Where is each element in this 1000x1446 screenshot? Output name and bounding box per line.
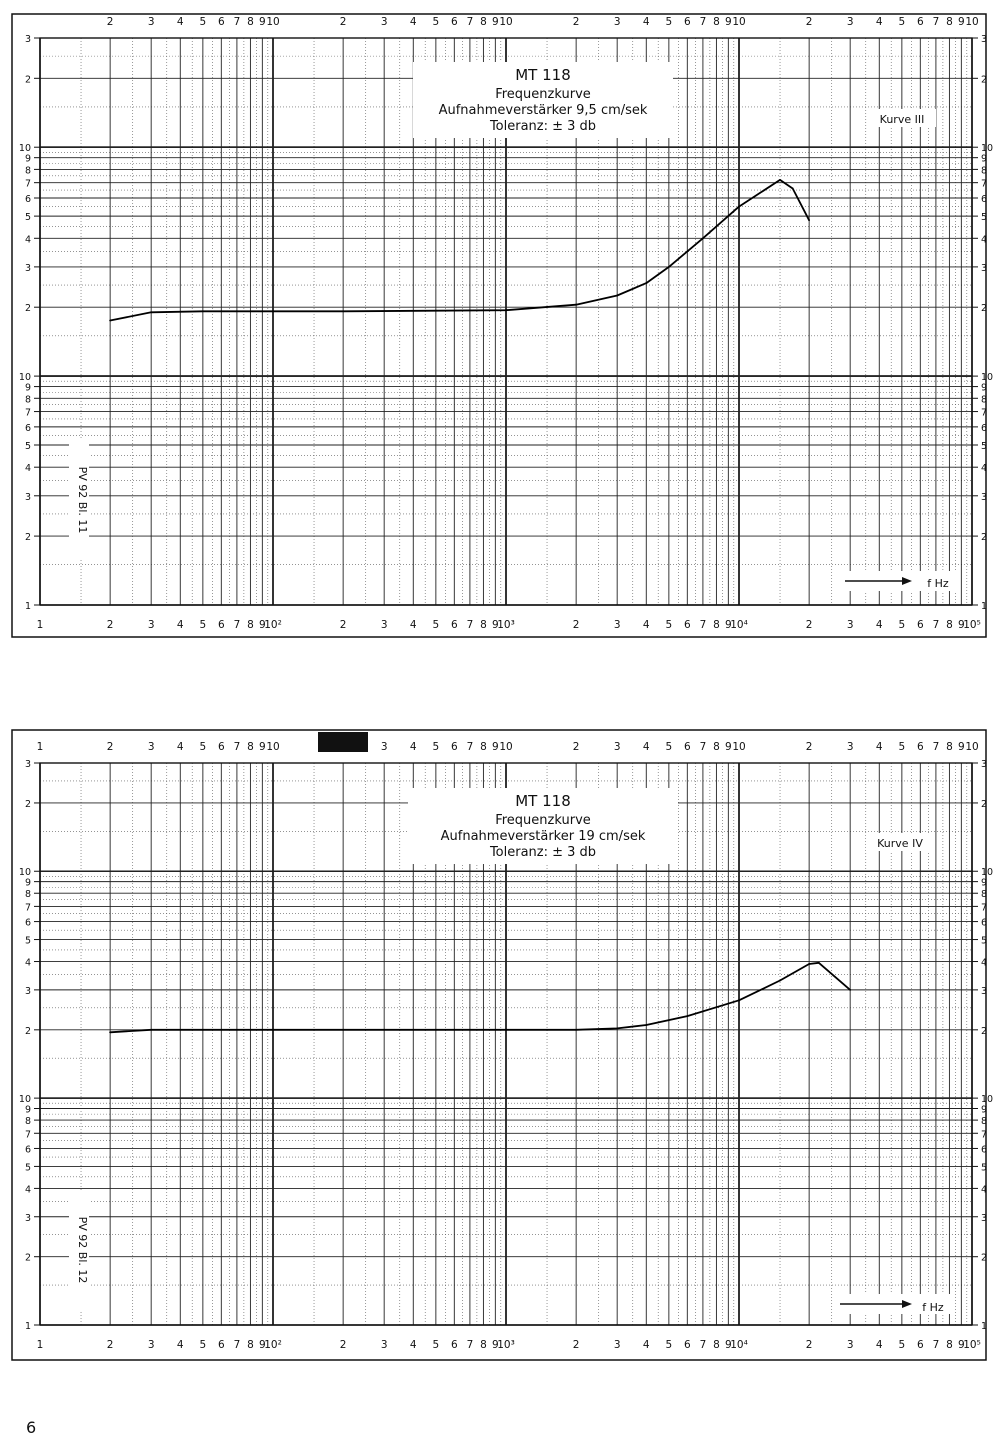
x-tick-label-top: 9	[957, 741, 965, 753]
title-line-2: Frequenzkurve	[495, 87, 591, 102]
y-tick-label-left: 8	[24, 394, 31, 406]
data-point	[109, 1031, 111, 1033]
x-tick-label-top: 2	[106, 16, 114, 28]
x-tick-label-top: 6	[916, 741, 924, 753]
y-tick-label-left: 2	[24, 532, 31, 544]
data-point	[808, 219, 810, 221]
curve-label: Kurve III	[879, 113, 925, 126]
y-tick-label-right: 6	[981, 917, 988, 929]
y-tick-label-left: 3	[24, 34, 31, 45]
y-tick-label-right: 1	[981, 1321, 988, 1332]
x-tick-label-top: 6	[450, 16, 458, 28]
x-tick-label-top: 7	[699, 16, 707, 28]
y-tick-label-left: 6	[24, 422, 31, 434]
data-point	[645, 282, 647, 284]
x-tick-label-bottom: 8	[946, 1339, 953, 1351]
y-tick-label-right: 7	[981, 1129, 988, 1141]
x-tick-label-top: 5	[432, 16, 440, 28]
y-tick-label-right: 9	[981, 153, 988, 165]
x-tick-label-bottom: 10²	[264, 1339, 282, 1351]
data-point	[616, 1028, 618, 1030]
x-tick-label-bottom: 2	[106, 619, 114, 631]
x-tick-label-bottom: 5	[665, 619, 673, 631]
y-tick-label-left: 8	[24, 1116, 31, 1128]
x-tick-label-top: 4	[642, 741, 650, 753]
x-tick-label-top: 10	[732, 741, 746, 753]
x-tick-label-bottom: 3	[147, 1339, 155, 1351]
x-tick-label-bottom: 1	[36, 1339, 44, 1351]
x-tick-label-bottom: 7	[233, 619, 241, 631]
x-tick-label-top: 4	[409, 16, 417, 28]
y-tick-label-left: 6	[24, 1144, 31, 1156]
y-tick-label-right: 5	[981, 441, 988, 453]
x-tick-label-top: 1	[36, 741, 44, 753]
side-label: PV 92 Bl. 12	[76, 1216, 89, 1284]
y-tick-label-right: 9	[981, 877, 988, 889]
x-tick-label-bottom: 6	[217, 619, 225, 631]
x-tick-label-top: 6	[217, 741, 225, 753]
y-tick-label-right: 5	[981, 935, 988, 947]
y-tick-label-left: 9	[24, 1104, 31, 1116]
y-tick-label-right: 4	[981, 1184, 988, 1196]
x-tick-label-top: 4	[409, 741, 417, 753]
y-tick-label-right: 10	[981, 372, 994, 384]
x-tick-label-top: 9	[258, 741, 266, 753]
y-tick-label-right: 3	[981, 34, 988, 45]
x-tick-label-top: 3	[380, 741, 388, 753]
x-tick-label-top: 5	[665, 741, 673, 753]
x-tick-label-bottom: 5	[199, 619, 207, 631]
y-tick-label-left: 1	[24, 1321, 31, 1332]
frequency-curve	[110, 180, 809, 321]
x-tick-label-bottom: 5	[199, 1339, 207, 1351]
y-tick-label-right: 8	[981, 1116, 988, 1128]
data-point	[616, 295, 618, 297]
y-tick-label-right: 3	[981, 1212, 988, 1224]
y-tick-label-left: 1	[24, 601, 31, 612]
data-point	[738, 206, 740, 208]
x-tick-label-bottom: 9	[957, 1339, 965, 1351]
x-tick-label-bottom: 3	[613, 619, 621, 631]
title-line-1: MT 118	[515, 66, 571, 84]
x-tick-label-bottom: 7	[699, 1339, 707, 1351]
x-tick-label-top: 7	[233, 16, 241, 28]
y-tick-label-right: 3	[981, 491, 988, 503]
axis-label: f Hz	[927, 577, 949, 590]
data-point	[792, 188, 794, 190]
x-tick-label-bottom: 4	[176, 619, 184, 631]
x-tick-label-bottom: 1	[36, 619, 44, 631]
data-point	[575, 1029, 577, 1031]
y-tick-label-left: 9	[24, 382, 31, 394]
x-tick-label-bottom: 8	[480, 619, 487, 631]
y-tick-label-left: 5	[24, 212, 31, 224]
x-tick-label-bottom: 5	[665, 1339, 673, 1351]
y-tick-label-left: 2	[24, 74, 31, 86]
x-tick-label-bottom: 2	[805, 619, 813, 631]
x-tick-label-bottom: 8	[713, 619, 720, 631]
x-tick-label-bottom: 3	[613, 1339, 621, 1351]
x-tick-label-top: 5	[432, 741, 440, 753]
x-tick-label-bottom: 4	[642, 1339, 650, 1351]
x-tick-label-top: 4	[875, 741, 883, 753]
y-tick-label-left: 7	[24, 902, 31, 914]
x-tick-label-bottom: 8	[946, 619, 953, 631]
y-tick-label-right: 5	[981, 212, 988, 224]
title-line-2: Frequenzkurve	[495, 813, 591, 828]
x-tick-label-bottom: 10⁴	[730, 619, 748, 631]
y-tick-label-left: 6	[24, 917, 31, 929]
x-tick-label-top: 9	[258, 16, 266, 28]
x-tick-label-top: 2	[106, 741, 114, 753]
y-tick-label-left: 8	[24, 889, 31, 901]
x-tick-label-top: 10	[499, 741, 513, 753]
curve-label: Kurve IV	[877, 837, 923, 850]
data-point	[645, 1024, 647, 1026]
y-tick-label-right: 2	[981, 798, 988, 810]
x-tick-label-top: 3	[846, 16, 854, 28]
y-tick-label-right: 2	[981, 532, 988, 544]
data-point	[575, 304, 577, 306]
x-tick-label-top: 2	[572, 16, 580, 28]
data-point	[342, 310, 344, 312]
x-tick-label-bottom: 5	[432, 1339, 440, 1351]
x-tick-label-top: 6	[683, 741, 691, 753]
y-tick-label-left: 4	[24, 463, 31, 475]
y-tick-label-right: 9	[981, 1104, 988, 1116]
x-tick-label-bottom: 6	[916, 619, 924, 631]
x-tick-label-bottom: 5	[432, 619, 440, 631]
x-tick-label-top: 2	[572, 741, 580, 753]
page-number: 6	[26, 1418, 37, 1437]
x-tick-label-bottom: 8	[480, 1339, 487, 1351]
x-tick-label-top: 4	[176, 16, 184, 28]
x-tick-label-bottom: 4	[176, 1339, 184, 1351]
x-tick-label-bottom: 10³	[497, 1339, 515, 1351]
data-point	[505, 309, 507, 311]
x-tick-label-bottom: 10⁵	[963, 619, 981, 631]
data-point	[150, 1029, 152, 1031]
x-tick-label-bottom: 2	[572, 1339, 580, 1351]
y-tick-label-left: 9	[24, 877, 31, 889]
y-tick-label-right: 8	[981, 889, 988, 901]
x-tick-label-top: 10	[266, 741, 280, 753]
title-line-3: Aufnahmeverstärker 9,5 cm/sek	[438, 103, 648, 118]
y-tick-label-right: 3	[981, 985, 988, 997]
y-tick-label-left: 3	[24, 985, 31, 997]
y-tick-label-right: 8	[981, 394, 988, 406]
x-tick-label-top: 10	[266, 16, 280, 28]
frequency-chart-2	[0, 722, 1000, 1372]
y-tick-label-right: 8	[981, 165, 988, 177]
x-tick-label-bottom: 9	[491, 619, 499, 631]
x-tick-label-top: 5	[898, 16, 906, 28]
data-point	[150, 311, 152, 313]
x-tick-label-bottom: 2	[805, 1339, 813, 1351]
data-point	[686, 1015, 688, 1017]
x-tick-label-bottom: 7	[466, 1339, 474, 1351]
x-tick-label-top: 6	[683, 16, 691, 28]
y-tick-label-left: 3	[24, 759, 31, 770]
x-tick-label-top: 6	[916, 16, 924, 28]
x-tick-label-top: 10	[732, 16, 746, 28]
x-tick-label-top: 8	[480, 741, 487, 753]
data-point	[668, 266, 670, 268]
y-tick-label-left: 6	[24, 193, 31, 205]
title-line-3: Aufnahmeverstärker 19 cm/sek	[440, 829, 646, 844]
x-tick-label-top: 8	[713, 741, 720, 753]
x-tick-label-bottom: 8	[247, 619, 254, 631]
x-tick-label-top: 5	[199, 741, 207, 753]
title-line-4: Toleranz: ± 3 db	[489, 845, 597, 860]
y-tick-label-right: 2	[981, 1025, 988, 1037]
x-tick-label-bottom: 2	[339, 619, 347, 631]
x-tick-label-top: 8	[247, 741, 254, 753]
y-tick-label-left: 10	[18, 372, 31, 384]
y-tick-label-right: 6	[981, 193, 988, 205]
y-tick-label-left: 5	[24, 441, 31, 453]
x-tick-label-top: 9	[491, 741, 499, 753]
y-tick-label-right: 2	[981, 1252, 988, 1264]
x-tick-label-bottom: 6	[450, 619, 458, 631]
data-point	[738, 999, 740, 1001]
data-point	[505, 1029, 507, 1031]
y-tick-label-right: 3	[981, 759, 988, 770]
y-tick-label-left: 9	[24, 153, 31, 165]
x-tick-label-bottom: 9	[491, 1339, 499, 1351]
x-tick-label-bottom: 4	[409, 619, 417, 631]
x-tick-label-bottom: 4	[409, 1339, 417, 1351]
title-line-4: Toleranz: ± 3 db	[489, 119, 597, 134]
redaction-block	[318, 732, 368, 752]
y-tick-label-right: 7	[981, 178, 988, 190]
x-tick-label-bottom: 3	[380, 619, 388, 631]
y-tick-label-left: 10	[18, 143, 31, 155]
x-tick-label-bottom: 4	[642, 619, 650, 631]
x-tick-label-bottom: 10²	[264, 619, 282, 631]
y-tick-label-left: 2	[24, 1025, 31, 1037]
x-tick-label-bottom: 6	[217, 1339, 225, 1351]
x-tick-label-bottom: 7	[466, 619, 474, 631]
x-tick-label-top: 6	[450, 741, 458, 753]
x-tick-label-top: 10	[965, 16, 979, 28]
x-tick-label-bottom: 9	[258, 1339, 266, 1351]
x-tick-label-top: 8	[247, 16, 254, 28]
y-tick-label-left: 7	[24, 178, 31, 190]
x-tick-label-bottom: 5	[898, 1339, 906, 1351]
x-tick-label-top: 7	[233, 741, 241, 753]
data-point	[202, 310, 204, 312]
x-tick-label-top: 8	[946, 16, 953, 28]
data-point	[272, 1029, 274, 1031]
y-tick-label-right: 10	[981, 867, 994, 879]
y-tick-label-right: 2	[981, 303, 988, 315]
data-point	[109, 320, 111, 322]
y-tick-label-right: 3	[981, 262, 988, 274]
x-tick-label-top: 5	[898, 741, 906, 753]
x-tick-label-top: 2	[805, 741, 813, 753]
y-tick-label-right: 6	[981, 1144, 988, 1156]
x-tick-label-bottom: 9	[724, 619, 732, 631]
side-label: PV 92 Bl. 11	[76, 466, 89, 534]
y-tick-label-left: 8	[24, 165, 31, 177]
x-tick-label-top: 3	[147, 16, 155, 28]
x-tick-label-bottom: 3	[147, 619, 155, 631]
x-tick-label-top: 7	[932, 741, 940, 753]
y-tick-label-left: 3	[24, 1212, 31, 1224]
x-tick-label-bottom: 10³	[497, 619, 515, 631]
x-tick-label-bottom: 3	[846, 1339, 854, 1351]
x-tick-label-bottom: 10⁴	[730, 1339, 748, 1351]
x-tick-label-bottom: 2	[339, 1339, 347, 1351]
y-tick-label-left: 5	[24, 935, 31, 947]
x-tick-label-top: 2	[805, 16, 813, 28]
x-tick-label-top: 10	[965, 741, 979, 753]
y-tick-label-right: 9	[981, 382, 988, 394]
data-point	[435, 1029, 437, 1031]
data-point	[272, 310, 274, 312]
y-tick-label-right: 4	[981, 957, 988, 969]
x-tick-label-top: 7	[466, 16, 474, 28]
x-tick-label-top: 8	[713, 16, 720, 28]
x-tick-label-top: 3	[846, 741, 854, 753]
x-tick-label-top: 8	[480, 16, 487, 28]
y-tick-label-left: 5	[24, 1162, 31, 1174]
x-tick-label-top: 4	[642, 16, 650, 28]
x-tick-label-top: 9	[957, 16, 965, 28]
x-tick-label-bottom: 3	[846, 619, 854, 631]
y-tick-label-left: 3	[24, 262, 31, 274]
y-tick-label-right: 4	[981, 463, 988, 475]
y-tick-label-left: 3	[24, 491, 31, 503]
x-tick-label-top: 7	[466, 741, 474, 753]
x-tick-label-top: 9	[724, 741, 732, 753]
y-tick-label-left: 4	[24, 234, 31, 246]
x-tick-label-bottom: 6	[450, 1339, 458, 1351]
chart-1-svg	[0, 0, 1000, 650]
y-tick-label-right: 10	[981, 143, 994, 155]
x-tick-label-bottom: 6	[683, 1339, 691, 1351]
x-tick-label-bottom: 10⁵	[963, 1339, 981, 1351]
x-tick-label-top: 6	[217, 16, 225, 28]
x-tick-label-top: 8	[946, 741, 953, 753]
y-tick-label-left: 4	[24, 957, 31, 969]
x-tick-label-bottom: 6	[683, 619, 691, 631]
x-tick-label-bottom: 6	[916, 1339, 924, 1351]
x-tick-label-bottom: 7	[699, 619, 707, 631]
x-tick-label-bottom: 7	[932, 1339, 940, 1351]
frequency-chart-1	[0, 0, 1000, 650]
y-tick-label-left: 2	[24, 303, 31, 315]
x-tick-label-top: 5	[665, 16, 673, 28]
y-tick-label-right: 6	[981, 422, 988, 434]
data-point	[808, 963, 810, 965]
chart-2-svg	[0, 722, 1000, 1372]
x-tick-label-bottom: 8	[247, 1339, 254, 1351]
y-tick-label-right: 7	[981, 407, 988, 419]
x-tick-label-bottom: 8	[713, 1339, 720, 1351]
data-point	[779, 179, 781, 181]
y-tick-label-left: 10	[18, 867, 31, 879]
x-tick-label-top: 10	[499, 16, 513, 28]
x-tick-label-top: 2	[339, 16, 347, 28]
axis-label: f Hz	[922, 1301, 944, 1314]
x-tick-label-bottom: 9	[724, 1339, 732, 1351]
y-tick-label-right: 7	[981, 902, 988, 914]
x-tick-label-top: 9	[724, 16, 732, 28]
y-tick-label-right: 10	[981, 1094, 994, 1106]
data-point	[202, 1029, 204, 1031]
x-tick-label-top: 7	[699, 741, 707, 753]
x-tick-label-bottom: 9	[258, 619, 266, 631]
data-point	[435, 310, 437, 312]
y-tick-label-right: 2	[981, 74, 988, 86]
y-tick-label-left: 10	[18, 1094, 31, 1106]
y-tick-label-right: 4	[981, 234, 988, 246]
x-tick-label-bottom: 7	[233, 1339, 241, 1351]
y-tick-label-left: 7	[24, 1129, 31, 1141]
x-tick-label-top: 3	[147, 741, 155, 753]
y-tick-label-left: 2	[24, 1252, 31, 1264]
y-tick-label-left: 4	[24, 1184, 31, 1196]
x-tick-label-top: 4	[875, 16, 883, 28]
x-tick-label-top: 5	[199, 16, 207, 28]
y-tick-label-left: 2	[24, 798, 31, 810]
x-tick-label-bottom: 4	[875, 1339, 883, 1351]
x-tick-label-bottom: 9	[957, 619, 965, 631]
x-tick-label-top: 7	[932, 16, 940, 28]
x-tick-label-bottom: 3	[380, 1339, 388, 1351]
y-tick-label-left: 7	[24, 407, 31, 419]
x-tick-label-top: 3	[613, 16, 621, 28]
data-point	[702, 237, 704, 239]
x-tick-label-bottom: 2	[572, 619, 580, 631]
x-tick-label-top: 9	[491, 16, 499, 28]
data-point	[818, 962, 820, 964]
x-tick-label-top: 3	[380, 16, 388, 28]
title-line-1: MT 118	[515, 792, 571, 810]
x-tick-label-bottom: 7	[932, 619, 940, 631]
y-tick-label-right: 5	[981, 1162, 988, 1174]
x-tick-label-top: 4	[176, 741, 184, 753]
data-point	[779, 980, 781, 982]
data-point	[342, 1029, 344, 1031]
x-tick-label-bottom: 5	[898, 619, 906, 631]
x-tick-label-top: 3	[613, 741, 621, 753]
x-tick-label-bottom: 2	[106, 1339, 114, 1351]
y-tick-label-right: 1	[981, 601, 988, 612]
data-point	[849, 989, 851, 991]
x-tick-label-bottom: 4	[875, 619, 883, 631]
